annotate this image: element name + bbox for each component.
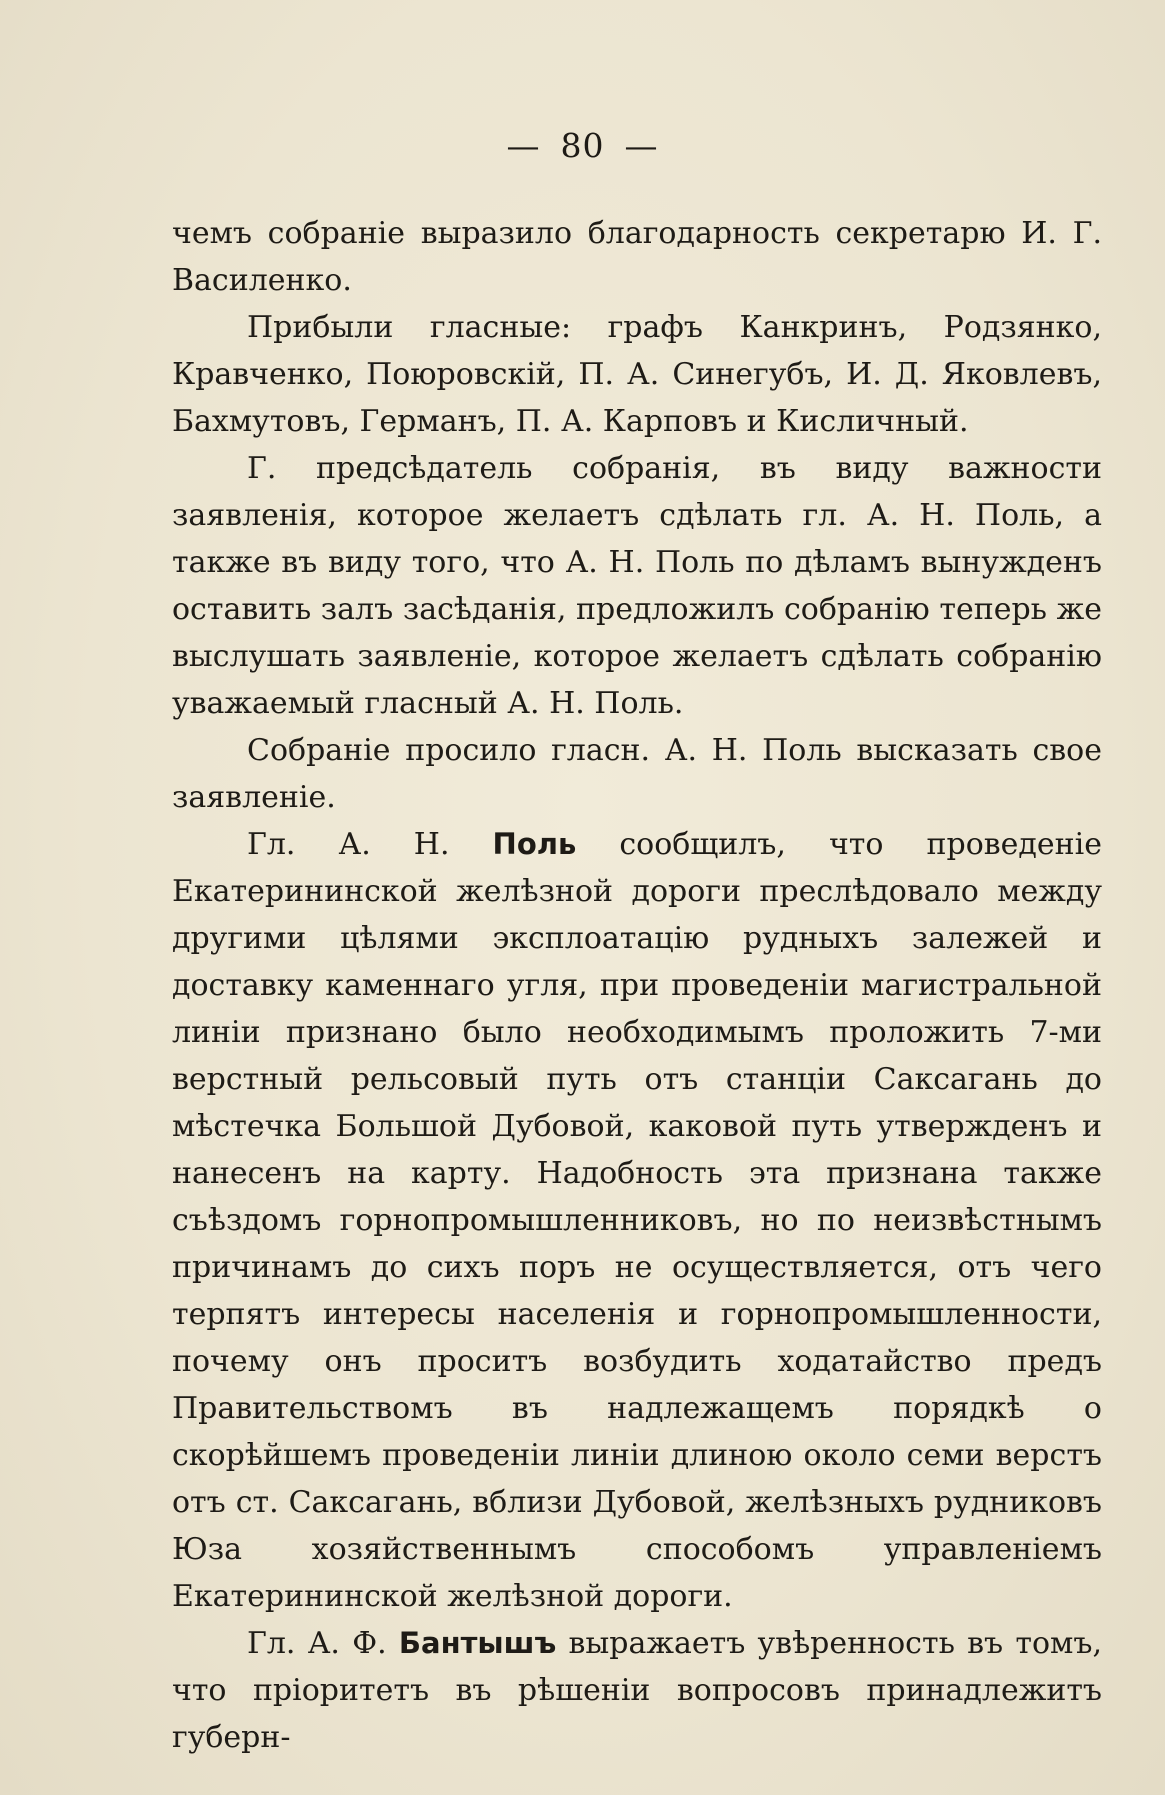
paragraph-6-text: выражаетъ увѣренность въ томъ, что пріоритетъ въ рѣшеніи вопросовъ принадлежитъ губерн- (172, 1626, 1102, 1755)
paragraph-1: чемъ собраніе выразило благодарность секретарю И. Г. Василенко. (172, 216, 1102, 298)
paragraph-5-text: сообщилъ, что проведеніе Екатерининской желѣзной дороги преслѣдовало между другими цѣлями эксплоатацію рудныхъ залежей и доставку каменнаго угля, при проведеніи магистральной линіи признано было необходимымъ проложить 7-ми верстный рельсовый путь отъ станціи Саксагань до мѣстечка Большой Дубовой, каковой путь утвержденъ и нанесенъ на карту. Надобность эта признана также съѣздомъ горнопромышленниковъ, но по неизвѣстнымъ причинамъ до сихъ поръ не осуществляется, отъ чего терпятъ интересы населенія и горнопромышленности, почему онъ проситъ возбудить ходатайство предъ Правительствомъ въ надлежащемъ порядкѣ о скорѣйшемъ проведеніи линіи длиною около семи верстъ отъ ст. Саксагань, вблизи Дубовой, желѣзныхъ рудниковъ Юза хозяйственнымъ способомъ управленіемъ Екатерининской желѣзной дороги. (172, 827, 1102, 1614)
speaker-prefix: Гл. А. Ф. (247, 1626, 399, 1661)
speaker-prefix: Гл. А. Н. (247, 827, 493, 862)
paragraph-5 (172, 821, 1102, 1620)
paragraph-3: Г. предсѣдатель собранія, въ виду важности заявленія, которое желаетъ сдѣлать гл. А. Н. Поль, а также въ виду того, что А. Н. Поль по дѣламъ вынужденъ оставить залъ засѣданія, предложилъ собранію теперь же выслушать заявленіе, которое желаетъ сдѣлать собранію уважаемый гласный А. Н. Поль. (172, 451, 1102, 721)
page-number-dash-right: — (624, 126, 659, 165)
page-number (0, 126, 1165, 165)
speaker-surname: Бантышъ (398, 1626, 557, 1660)
speaker-surname: Поль (492, 827, 577, 861)
body-text (172, 210, 1102, 1761)
page-number-value: 80 (560, 126, 605, 165)
paragraph-4: Собраніе просило гласн. А. Н. Поль высказать свое заявленіе. (172, 733, 1102, 815)
page-number-dash-left: — (506, 126, 541, 165)
paragraph-6 (172, 1620, 1102, 1761)
paragraph-2: Прибыли гласные: графъ Канкринъ, Родзянко, Кравченко, Поюровскій, П. А. Синегубъ, И. Д. Яковлевъ, Бахмутовъ, Германъ, П. А. Карповъ и Кисличный. (172, 310, 1102, 439)
